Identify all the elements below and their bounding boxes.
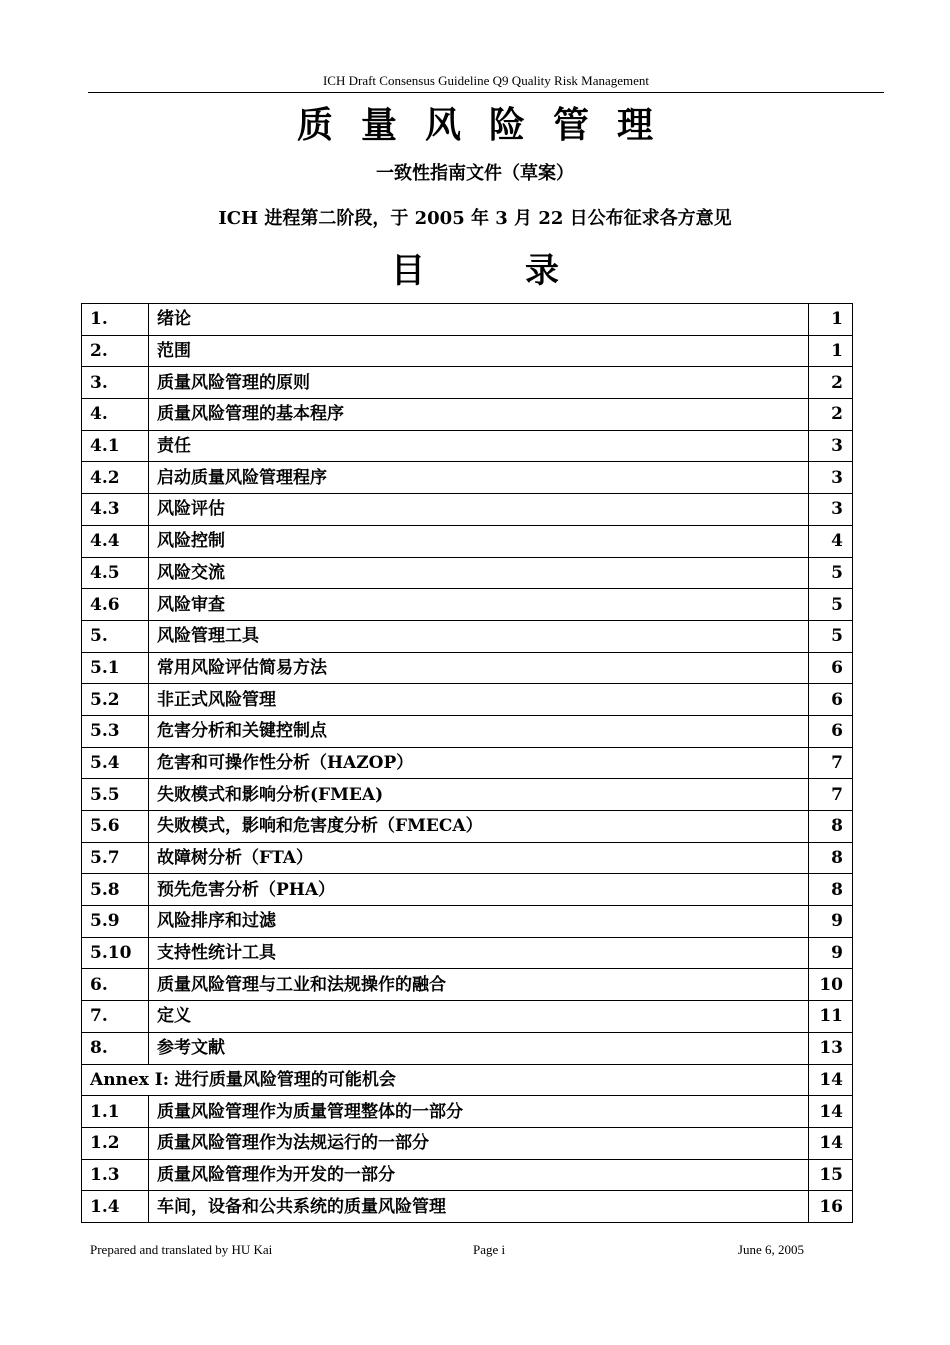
toc-entry-title: 风险控制 xyxy=(149,525,809,557)
toc-entry-page: 9 xyxy=(809,937,853,969)
toc-row[interactable] xyxy=(82,304,853,336)
toc-entry-page: 14 xyxy=(809,1096,853,1128)
toc-entry-number: 1.1 xyxy=(82,1096,149,1128)
toc-entry-page: 13 xyxy=(809,1032,853,1064)
toc-row[interactable] xyxy=(82,462,853,494)
document-stage-note: ICH 进程第二阶段，于 2005 年 3 月 22 日公布征求各方意见 xyxy=(218,208,732,229)
toc-row[interactable] xyxy=(82,969,853,1001)
toc-row[interactable] xyxy=(82,589,853,621)
toc-row[interactable] xyxy=(82,1159,853,1191)
toc-row[interactable] xyxy=(82,906,853,938)
toc-entry-title: 风险审查 xyxy=(149,589,809,621)
toc-row[interactable] xyxy=(82,684,853,716)
toc-entry-number: 4. xyxy=(82,399,149,431)
toc-entry-title: 危害和可操作性分析（HAZOP） xyxy=(149,747,809,779)
toc-entry-title: 质量风险管理作为法规运行的一部分 xyxy=(149,1127,809,1159)
toc-entry-number: 5. xyxy=(82,620,149,652)
toc-row[interactable] xyxy=(82,874,853,906)
toc-entry-page: 6 xyxy=(809,715,853,747)
toc-entry-number: 1.2 xyxy=(82,1127,149,1159)
footer-page-number: Page i xyxy=(473,1242,506,1257)
toc-entry-number: 1. xyxy=(82,304,149,336)
running-footer xyxy=(90,1241,804,1261)
toc-row[interactable] xyxy=(82,525,853,557)
toc-entry-page: 5 xyxy=(809,620,853,652)
toc-entry-number: 5.9 xyxy=(82,906,149,938)
toc-entry-title: 质量风险管理的基本程序 xyxy=(149,399,809,431)
toc-entry-title: 故障树分析（FTA） xyxy=(149,842,809,874)
toc-entry-title: 失败模式，影响和危害度分析（FMECA） xyxy=(149,811,809,843)
toc-entry-page: 2 xyxy=(809,367,853,399)
toc-entry-title: 质量风险管理作为开发的一部分 xyxy=(149,1159,809,1191)
toc-row[interactable] xyxy=(82,1127,853,1159)
toc-row[interactable] xyxy=(82,1064,853,1096)
toc-entry-title: 定义 xyxy=(149,1001,809,1033)
toc-entry-number: 5.5 xyxy=(82,779,149,811)
toc-entry-page: 6 xyxy=(809,652,853,684)
toc-entry-number: 4.3 xyxy=(82,494,149,526)
toc-entry-page: 10 xyxy=(809,969,853,1001)
toc-row[interactable] xyxy=(82,1191,853,1223)
toc-row[interactable] xyxy=(82,715,853,747)
toc-entry-title: 质量风险管理与工业和法规操作的融合 xyxy=(149,969,809,1001)
toc-entry-title: 支持性统计工具 xyxy=(149,937,809,969)
toc-entry-title: 风险交流 xyxy=(149,557,809,589)
toc-row[interactable] xyxy=(82,937,853,969)
toc-entry-title: 质量风险管理作为质量管理整体的一部分 xyxy=(149,1096,809,1128)
toc-entry-title: 风险管理工具 xyxy=(149,620,809,652)
toc-row[interactable] xyxy=(82,811,853,843)
toc-entry-page: 1 xyxy=(809,304,853,336)
toc-entry-page: 15 xyxy=(809,1159,853,1191)
toc-entry-page: 1 xyxy=(809,335,853,367)
toc-row[interactable] xyxy=(82,747,853,779)
toc-entry-title: 参考文献 xyxy=(149,1032,809,1064)
toc-entry-number: 8. xyxy=(82,1032,149,1064)
toc-row[interactable] xyxy=(82,779,853,811)
toc-row[interactable] xyxy=(82,367,853,399)
toc-entry-page: 6 xyxy=(809,684,853,716)
toc-row[interactable] xyxy=(82,1096,853,1128)
toc-entry-title: 责任 xyxy=(149,430,809,462)
toc-entry-number: 4.2 xyxy=(82,462,149,494)
toc-entry-number: 5.6 xyxy=(82,811,149,843)
toc-row[interactable] xyxy=(82,652,853,684)
toc-entry-page: 7 xyxy=(809,747,853,779)
toc-entry-number: 4.5 xyxy=(82,557,149,589)
toc-entry-title: 常用风险评估简易方法 xyxy=(149,652,809,684)
toc-entry-title: 质量风险管理的原则 xyxy=(149,367,809,399)
toc-entry-page: 16 xyxy=(809,1191,853,1223)
toc-entry-page: 11 xyxy=(809,1001,853,1033)
toc-entry-number: 5.1 xyxy=(82,652,149,684)
toc-entry-number: 3. xyxy=(82,367,149,399)
toc-entry-number: 1.3 xyxy=(82,1159,149,1191)
toc-entry-title: 启动质量风险管理程序 xyxy=(149,462,809,494)
toc-entry-number: 5.7 xyxy=(82,842,149,874)
toc-row[interactable] xyxy=(82,842,853,874)
toc-entry-number: 5.10 xyxy=(82,937,149,969)
toc-entry-title: 预先危害分析（PHA） xyxy=(149,874,809,906)
toc-entry-page: 4 xyxy=(809,525,853,557)
toc-row[interactable] xyxy=(82,430,853,462)
document-title: 质量风险管理 xyxy=(296,104,681,146)
toc-body xyxy=(82,304,853,1223)
toc-entry-page: 5 xyxy=(809,557,853,589)
toc-table xyxy=(81,303,853,1223)
toc-entry-number: 4.6 xyxy=(82,589,149,621)
toc-heading-left: 目 xyxy=(391,251,425,291)
toc-entry-number: 7. xyxy=(82,1001,149,1033)
toc-entry-page: 3 xyxy=(809,462,853,494)
toc-entry-page: 14 xyxy=(809,1127,853,1159)
toc-entry-page: 3 xyxy=(809,494,853,526)
toc-row[interactable] xyxy=(82,620,853,652)
toc-entry-page: 8 xyxy=(809,811,853,843)
toc-row[interactable] xyxy=(82,494,853,526)
running-header-title: ICH Draft Consensus Guideline Q9 Quality Risk Management xyxy=(322,73,650,88)
toc-entry-title: 风险排序和过滤 xyxy=(149,906,809,938)
toc-entry-number: 5.3 xyxy=(82,715,149,747)
toc-row[interactable] xyxy=(82,557,853,589)
toc-entry-page: 2 xyxy=(809,399,853,431)
toc-entry-page: 3 xyxy=(809,430,853,462)
running-header xyxy=(88,72,884,93)
toc-entry-page: 8 xyxy=(809,842,853,874)
toc-entry-title: 范围 xyxy=(149,335,809,367)
toc-row[interactable] xyxy=(82,1032,853,1064)
toc-entry-page: 14 xyxy=(809,1064,853,1096)
footer-date: June 6, 2005 xyxy=(737,1242,804,1257)
toc-entry-page: 7 xyxy=(809,779,853,811)
toc-heading-right: 录 xyxy=(525,251,559,291)
toc-entry-number: 5.4 xyxy=(82,747,149,779)
toc-heading xyxy=(0,248,950,294)
toc-row[interactable] xyxy=(82,1001,853,1033)
toc-row[interactable] xyxy=(82,335,853,367)
toc-entry-title: 危害分析和关键控制点 xyxy=(149,715,809,747)
toc-entry-page: 8 xyxy=(809,874,853,906)
toc-entry-number: 4.1 xyxy=(82,430,149,462)
toc-entry-number: 4.4 xyxy=(82,525,149,557)
toc-entry-title: 车间，设备和公共系统的质量风险管理 xyxy=(149,1191,809,1223)
toc-entry-title: Annex I: 进行质量风险管理的可能机会 xyxy=(82,1064,809,1096)
toc-entry-number: 2. xyxy=(82,335,149,367)
toc-entry-number: 6. xyxy=(82,969,149,1001)
toc-entry-title: 绪论 xyxy=(149,304,809,336)
toc-entry-title: 风险评估 xyxy=(149,494,809,526)
toc-entry-number: 5.8 xyxy=(82,874,149,906)
document-subtitle: 一致性指南文件（草案） xyxy=(376,163,574,184)
toc-entry-page: 5 xyxy=(809,589,853,621)
toc-entry-title: 非正式风险管理 xyxy=(149,684,809,716)
footer-translator: Prepared and translated by HU Kai xyxy=(90,1242,273,1257)
toc-row[interactable] xyxy=(82,399,853,431)
toc-entry-page: 9 xyxy=(809,906,853,938)
toc-entry-number: 1.4 xyxy=(82,1191,149,1223)
toc-entry-title: 失败模式和影响分析(FMEA) xyxy=(149,779,809,811)
toc-entry-number: 5.2 xyxy=(82,684,149,716)
